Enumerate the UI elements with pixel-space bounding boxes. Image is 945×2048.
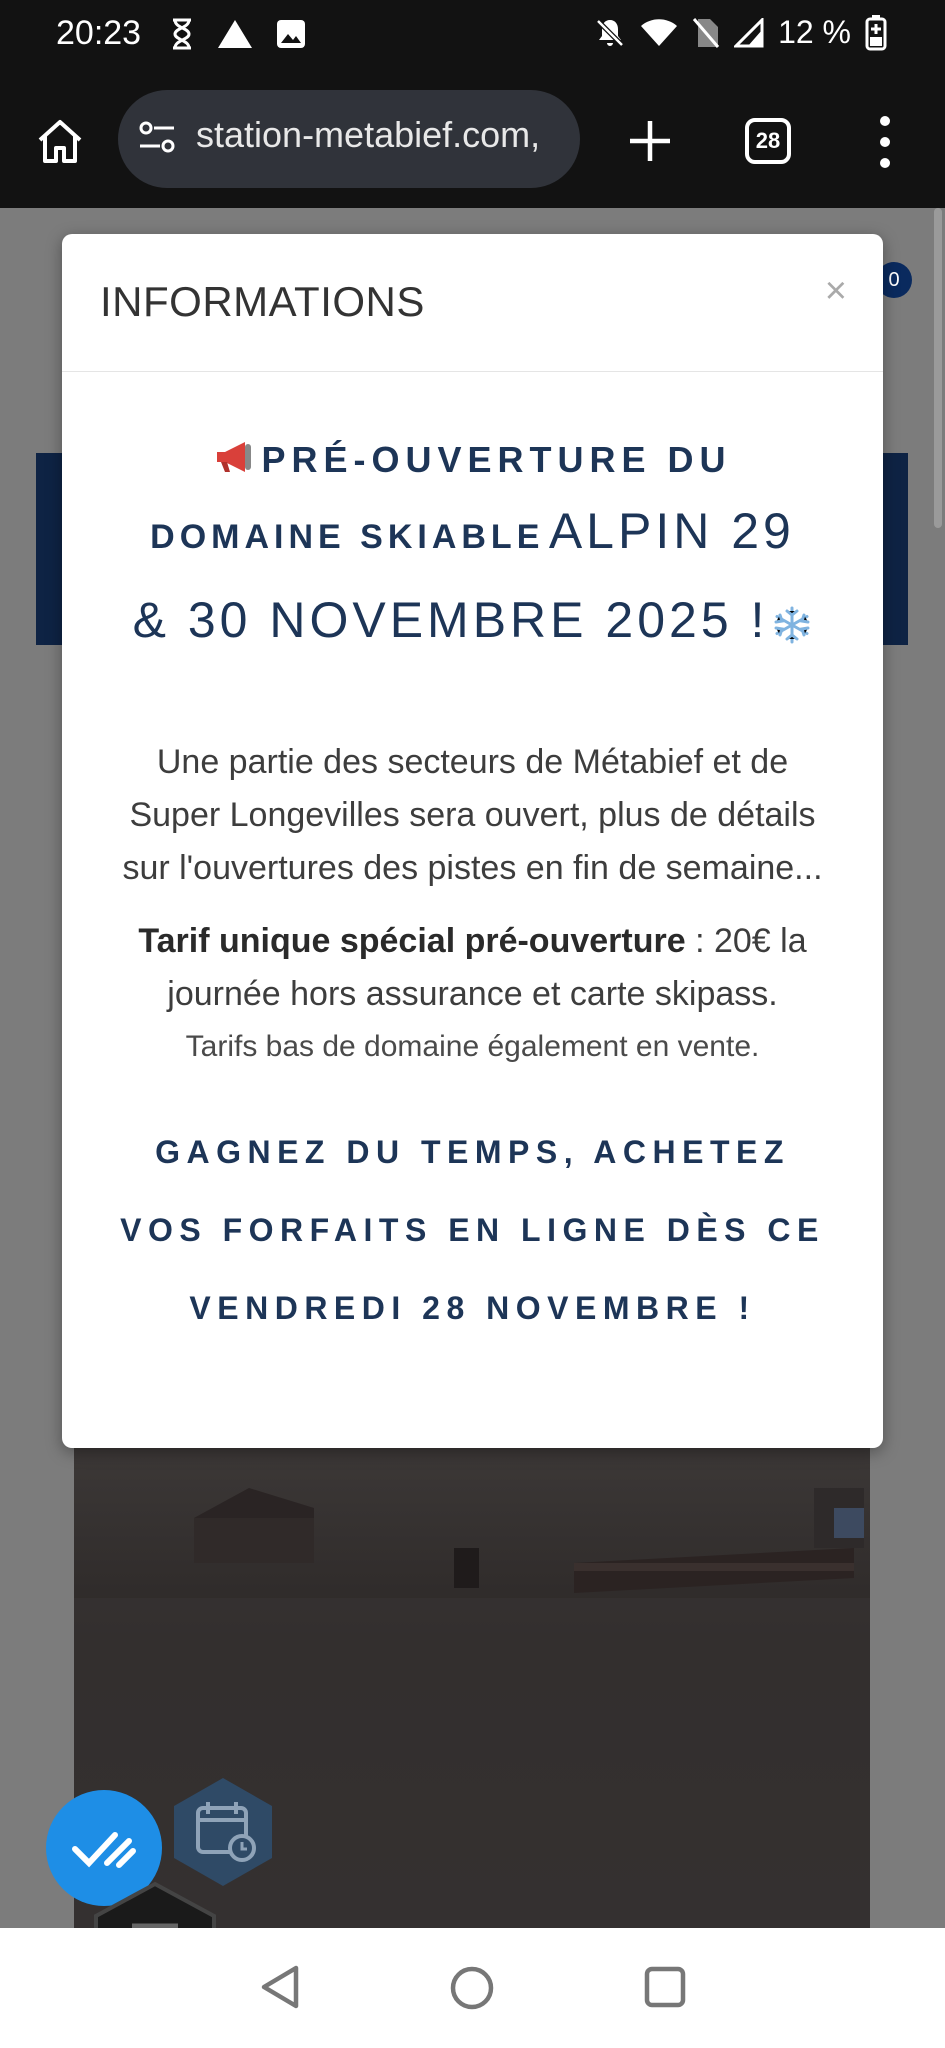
image-icon [276,19,306,49]
info-paragraph: Une partie des secteurs de Métabief et de Super Longevilles sera ouvert, plus de détails sur l'ouvertures des pistes en fin de semaine... [122,743,823,887]
back-icon[interactable] [258,1964,302,2010]
modal-title: INFORMATIONS [100,278,425,325]
notifications-off-icon [594,17,626,49]
cta-text: GAGNEZ DU TEMPS, ACHETEZ VOS FORFAITS EN LIGNE DÈS CE VENDREDI 28 NOVEMBRE ! [120,1134,825,1326]
system-nav-bar [0,1928,945,2048]
recent-apps-icon[interactable] [644,1966,686,2008]
battery-charging-icon [865,15,887,51]
battery-percent: 12 % [778,14,851,50]
home-nav-icon[interactable] [448,1964,496,2012]
tarif-small-text: Tarifs bas de domaine également en vente. [185,1030,760,1063]
calendar-icon [170,1776,276,1888]
status-time: 20:23 [56,14,142,52]
tarif-rest: : 20€ la journée hors assurance et carte skipass. [167,922,807,1013]
snowflake-icon [772,605,812,645]
headline-line2-small: DOMAINE SKIABLE [150,518,545,556]
home-icon [36,118,84,164]
headline-line1: PRÉ-OUVERTURE DU [261,439,732,480]
more-menu-button[interactable] [865,116,905,168]
hourglass-icon [170,18,194,50]
calendar-button[interactable] [170,1776,276,1888]
information-modal [62,234,883,1448]
megaphone-icon [213,438,257,476]
page-scrollbar[interactable] [934,208,942,528]
headline-line2-big: ALPIN 29 [548,503,795,559]
tarif-text [112,915,833,1021]
new-tab-button[interactable] [620,111,680,171]
browser-toolbar [0,76,945,208]
status-bar [0,0,945,76]
no-sim-icon [692,17,720,49]
signal-icon [734,18,764,48]
tab-switcher-button[interactable]: 28 [745,118,791,164]
check-lines-icon [69,1823,139,1873]
site-settings-icon [138,120,176,156]
url-text: station-metabief.com, [196,114,541,155]
new-tab-icon [628,119,672,163]
triangle-icon [216,18,254,50]
modal-header [62,234,883,372]
secondary-hex-button[interactable] [90,1878,220,1928]
tarif-bold: Tarif unique spécial pré-ouverture [138,922,686,960]
browser-home-button[interactable] [30,111,90,171]
wifi-icon [640,18,678,48]
headline-line3: & 30 NOVEMBRE 2025 ! [132,592,769,648]
cart-count-badge: 0 [876,262,912,298]
modal-close-button[interactable]: × [824,270,847,312]
headline [112,427,833,658]
modal-body [62,427,883,1347]
more-icon [880,116,890,126]
address-bar[interactable] [118,90,580,188]
